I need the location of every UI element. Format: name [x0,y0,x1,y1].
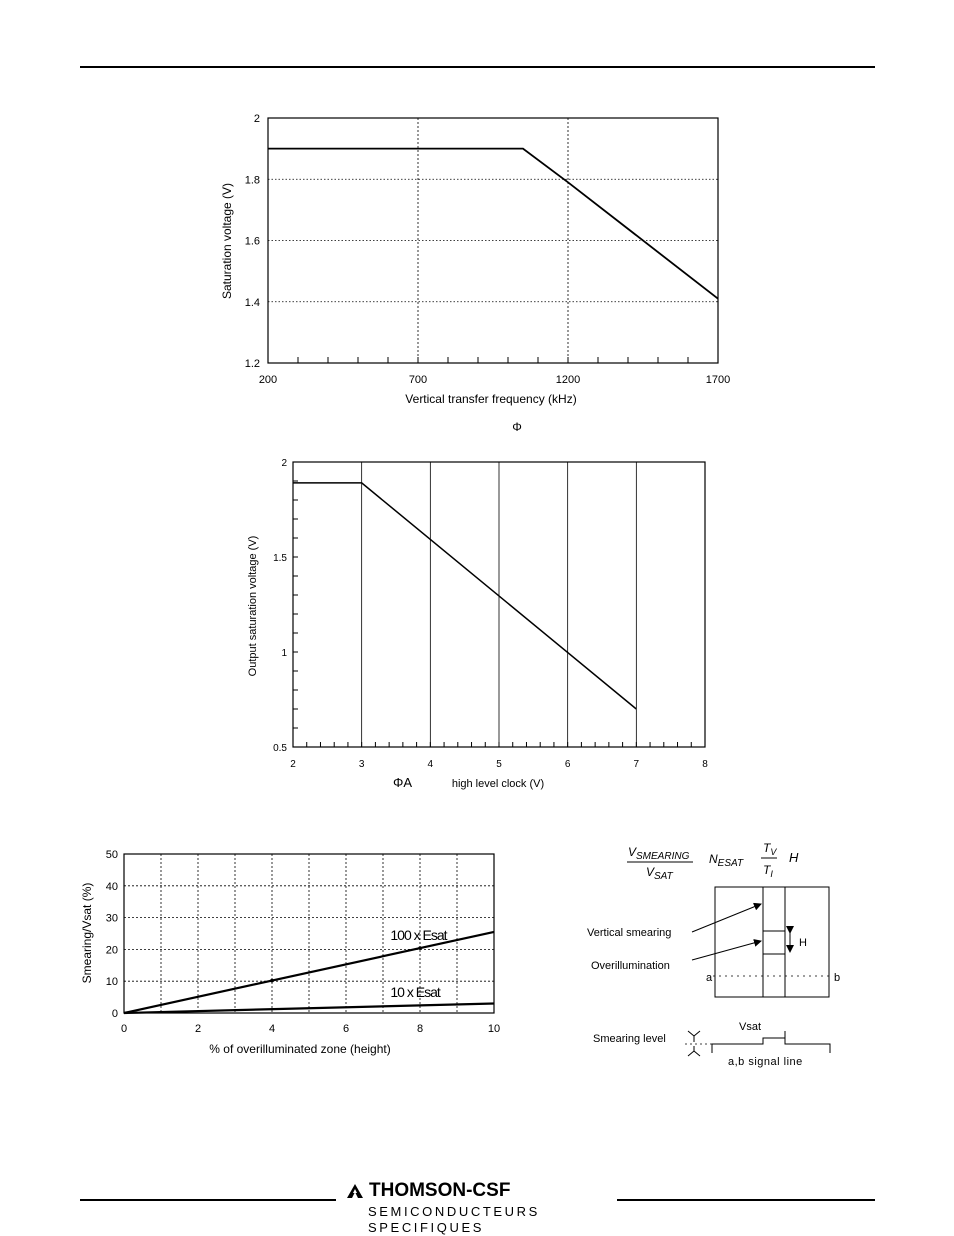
y-tick-label: 1.5 [273,553,287,564]
x-tick-label: 8 [416,1023,424,1035]
b-label: b [834,972,841,984]
y-tick-label: 1.2 [244,358,260,370]
series-label-10x: 10 x Esat [390,984,440,1001]
x-tick-label: 2 [194,1023,202,1035]
y-tick-label: 10 [105,976,118,989]
thomson-logo-icon [346,1183,364,1199]
vertical-smearing-label: Vertical smearing [587,927,672,939]
y-tick-label: 30 [105,912,118,925]
x-tick-label: 3 [358,759,365,770]
formula-num: $V_{SMEARING}$ [628,845,690,862]
x-tick-label: 8 [702,759,708,770]
sensor-frame [715,887,829,997]
formula-t-den: $T_I$ [763,863,773,879]
x-axis-label: Vertical transfer frequency (kHz) [405,392,577,406]
y-axis-label: Saturation voltage (V) [220,182,234,300]
data-point [270,979,274,983]
brand-subtitle: SEMICONDUCTEURS SPECIFIQUES [368,1204,540,1235]
overillumination-label: Overillumination [591,960,670,972]
y-tick-label: 2 [253,113,260,125]
formula-den: $V_{SAT}$ [646,865,673,882]
y-tick-label: 0.5 [273,743,287,754]
x-tick-label: 0 [120,1023,128,1035]
phi-a-symbol: ΦA [393,775,413,790]
x-axis-label: % of overilluminated zone (height) [209,1042,391,1056]
y-axis-label: Output saturation voltage (V) [247,535,259,677]
y-tick-label: 1.8 [244,174,260,187]
formula-t-num: $T_V$ [763,841,777,857]
y-tick-label: 20 [105,944,118,957]
x-tick-label: 7 [633,759,640,770]
x-tick-label: 700 [408,374,428,386]
x-tick-label: 1700 [705,374,731,386]
smearing-diagram [560,830,860,1080]
y-tick-label: 50 [105,849,118,861]
y-tick-label: 1.6 [244,235,260,248]
signal-waveform [712,1031,830,1053]
smearing-level-bottom-mark [688,1051,700,1056]
h-label: H [799,937,807,949]
x-tick-label: 1200 [555,374,581,386]
x-tick-label: 2 [290,759,296,770]
formula-n: $N_{ESAT}$ [709,852,744,869]
series-label-100x: 100 x Esat [390,926,447,943]
footer-rule-right [617,1199,875,1201]
brand-name-row [346,1180,616,1202]
y-tick-label: 0 [111,1008,118,1020]
phi-symbol-title: Φ [512,420,522,434]
brand-block [346,1180,616,1236]
a-label: a [706,972,713,984]
brand-name: THOMSON-CSF [369,1180,511,1201]
y-tick-label: 1 [281,648,287,659]
smearing-level-top-mark [688,1031,700,1036]
y-tick-label: 1.4 [244,296,260,309]
smearing-formula [627,841,799,882]
series-line [124,932,494,1013]
overillumination-arrow [692,941,761,960]
vertical-smearing-arrow [692,904,761,932]
y-tick-label: 2 [281,458,287,469]
x-tick-label: 10 [487,1023,501,1035]
x-tick-label: 6 [564,759,571,770]
footer-rule-left [80,1199,336,1201]
smearing-level-label: Smearing level [593,1033,666,1045]
overilluminated-zone [763,931,785,954]
x-tick-label: 4 [427,759,434,770]
vsat-label: Vsat [739,1021,762,1033]
formula-h: H [789,850,799,865]
x-tick-label: 5 [496,759,502,770]
x-tick-label: 4 [268,1023,276,1035]
x-tick-label: 200 [258,374,278,386]
x-axis-label: high level clock (V) [451,778,545,790]
y-tick-label: 40 [105,880,118,893]
y-axis-label: Smearing/Vsat (%) [80,882,94,984]
signal-line-label: a,b signal line [728,1056,803,1068]
data-point [418,946,422,950]
x-tick-label: 6 [342,1023,350,1035]
